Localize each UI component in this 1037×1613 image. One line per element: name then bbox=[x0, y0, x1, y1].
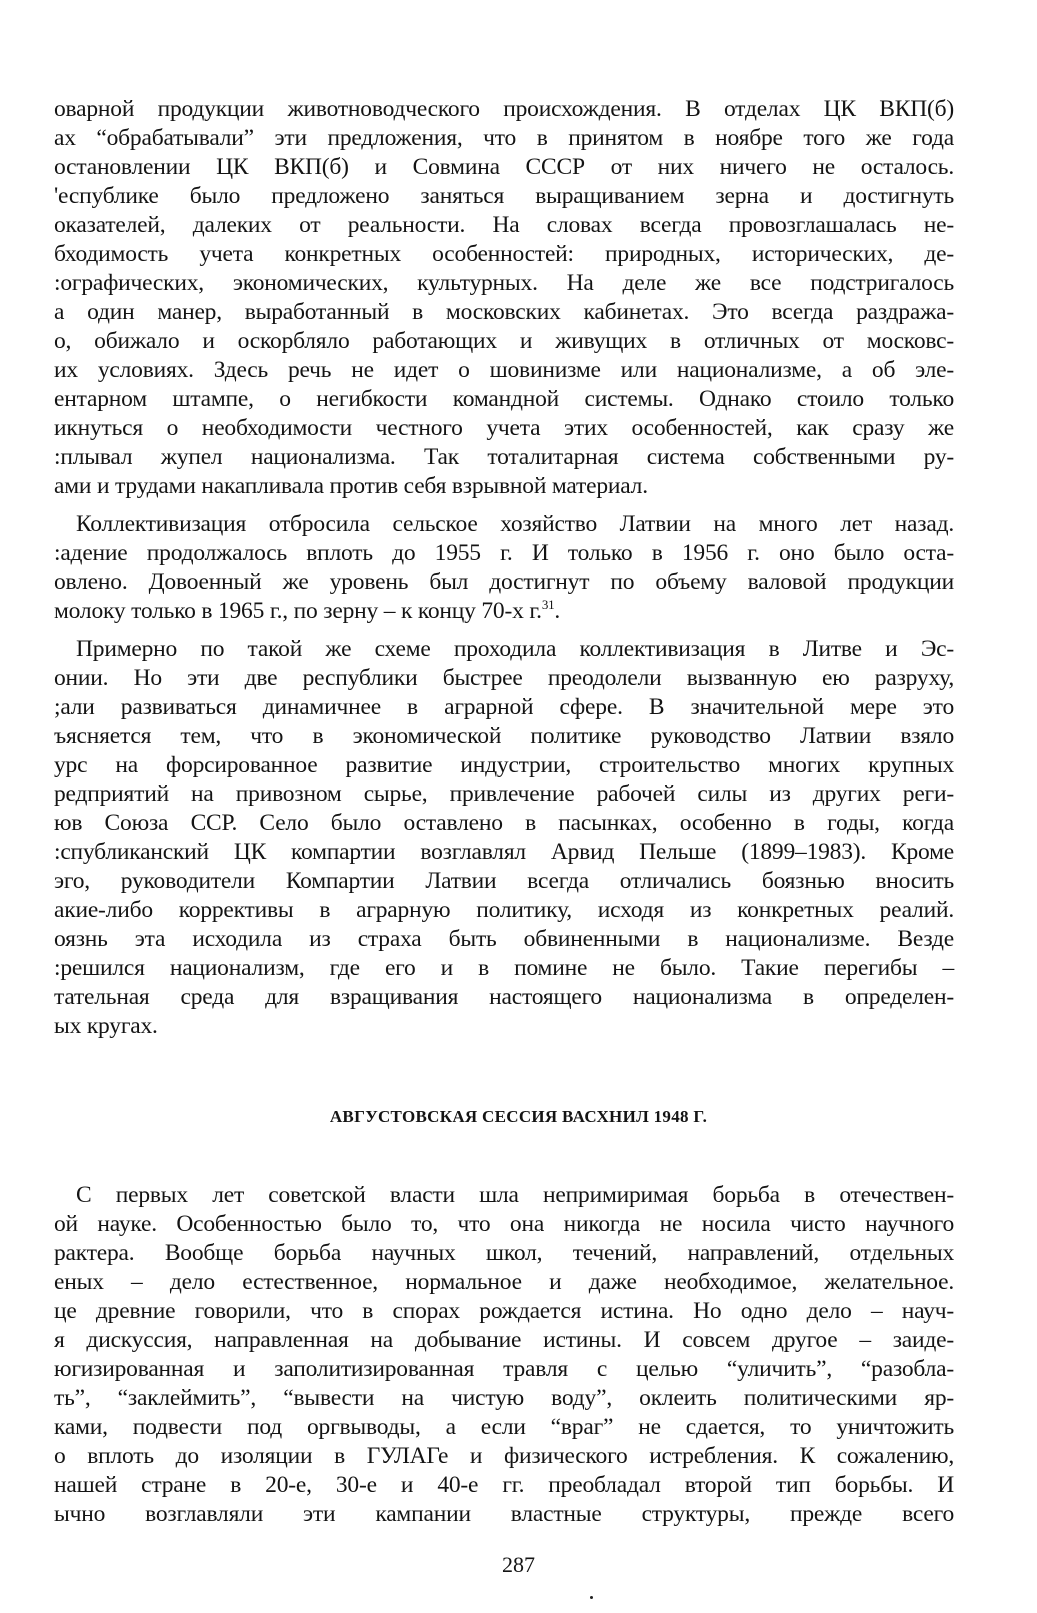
text-line: ами и трудами накапливала против себя взрывной материал. bbox=[54, 473, 648, 499]
text-line: :спубликанский ЦК компартии возглавлял Арвид Пельше (1899–1983). Кроме bbox=[54, 839, 954, 865]
text-line: С первых лет советской власти шла непримиримая борьба в отечествен- bbox=[76, 1182, 954, 1208]
text-line: овлено. Довоенный же уровень был достигнут по объему валовой продукции bbox=[54, 569, 954, 595]
text-line: оварной продукции животноводческого происхождения. В отделах ЦК ВКП(б) bbox=[54, 96, 954, 122]
text-line: юв Союза ССР. Село было оставлено в пасынках, особенно в годы, когда bbox=[54, 810, 954, 836]
text-line: эго, руководители Компартии Латвии всегда отличались боязнью вносить bbox=[54, 868, 954, 894]
text-line: рактера. Вообще борьба научных школ, течений, направлений, отдельных bbox=[54, 1240, 954, 1266]
text-line: :адение продолжалось вплоть до 1955 г. И только в 1956 г. оно было оста- bbox=[54, 540, 954, 566]
text-line: урс на форсированное развитие индустрии, строительство многих крупных bbox=[54, 752, 954, 778]
text-span: молоку только в 1965 г., по зерну – к концу 70-х г. bbox=[54, 598, 542, 624]
text-line: ых кругах. bbox=[54, 1013, 158, 1039]
text-line: югизированная и заполитизированная травля с целью “уличить”, “разобла- bbox=[54, 1356, 954, 1382]
text-line: ;али развиваться динамичнее в аграрной сфере. В значительной мере это bbox=[54, 694, 954, 720]
text-line: ах “обрабатывали” эти предложения, что в принятом в ноябре того же года bbox=[54, 125, 954, 151]
text-line: :плывал жупел национализма. Так тоталитарная система собственными ру- bbox=[54, 444, 954, 470]
text-line: оязнь эта исходила из страха быть обвиненными в национализме. Везде bbox=[54, 926, 954, 952]
text-line: а один манер, выработанный в московских кабинетах. Это всегда раздража- bbox=[54, 299, 954, 325]
text-line: ками, подвести под оргвыводы, а если “враг” не сдается, то уничтожить bbox=[54, 1414, 954, 1440]
text-line: Примерно по такой же схеме проходила коллективизация в Литве и Эс- bbox=[76, 636, 954, 662]
text-line: ъясняется тем, что в экономической политике руководство Латвии взяло bbox=[54, 723, 954, 749]
text-line: редприятий на привозном сырье, привлечение рабочей силы из других реги- bbox=[54, 781, 954, 807]
text-line: ть”, “заклеймить”, “вывести на чистую воду”, оклеить политическими яр- bbox=[54, 1385, 954, 1411]
text-line: о вплоть до изоляции в ГУЛАГе и физического истребления. К сожалению, bbox=[54, 1443, 954, 1469]
text-line: ой науке. Особенностью было то, что она никогда не носила чисто научного bbox=[54, 1211, 954, 1237]
page-number: 287 bbox=[502, 1552, 535, 1577]
text-line: :ографических, экономических, культурных. На деле же все подстригалось bbox=[54, 270, 954, 296]
text-line: Коллективизация отбросила сельское хозяйство Латвии на много лет назад. bbox=[76, 511, 954, 537]
text-line: их условиях. Здесь речь не идет о шовинизме или национализме, а об эле- bbox=[54, 357, 954, 383]
footnote-reference: 31 bbox=[541, 597, 555, 613]
text-line: нашей стране в 20-е, 30-е и 40-е гг. преобладал второй тип борьбы. И bbox=[54, 1472, 954, 1498]
section-heading: АВГУСТОВСКАЯ СЕССИЯ ВАСХНИЛ 1948 Г. bbox=[329, 1107, 708, 1126]
text-line: 'еспублике было предложено заняться выращиванием зерна и достигнуть bbox=[54, 183, 954, 209]
text-line: остановлении ЦК ВКП(б) и Совмина СССР от них ничего не осталось. bbox=[54, 154, 954, 180]
text-line: я дискуссия, направленная на добывание истины. И совсем другое – заиде- bbox=[54, 1327, 954, 1353]
text-line: тательная среда для взращивания настоящего национализма в определен- bbox=[54, 984, 954, 1010]
text-line: молоку только в 1965 г., по зерну – к концу 70-х г.$^{31}$. bbox=[54, 597, 561, 624]
text-line: оказателей, далеких от реальности. На словах всегда провозглашалась не- bbox=[54, 212, 954, 238]
text-line: ентарном штампе, о негибкости командной системы. Однако стоило только bbox=[54, 386, 954, 412]
text-line: бходимость учета конкретных особенностей: природных, исторических, де- bbox=[54, 241, 954, 267]
text-line: акие-либо коррективы в аграрную политику, исходя из конкретных реалий. bbox=[54, 897, 954, 923]
scan-speck bbox=[590, 1596, 593, 1599]
text-line: еных – дело естественное, нормальное и даже необходимое, желательное. bbox=[54, 1269, 954, 1295]
text-line: о, обижало и оскорбляло работающих и живущих в отличных от московс- bbox=[54, 328, 954, 354]
text-line: онии. Но эти две республики быстрее преодолели вызванную ею разруху, bbox=[54, 665, 954, 691]
text-line: :решился национализм, где его и в помине не было. Такие перегибы – bbox=[54, 955, 954, 981]
text-line: це древние говорили, что в спорах рождается истина. Но одно дело – науч- bbox=[54, 1298, 954, 1324]
text-line: икнуться о необходимости честного учета этих особенностей, как сразу же bbox=[54, 415, 954, 441]
text-line: ычно возглавляли эти кампании властные структуры, прежде всего bbox=[54, 1501, 954, 1527]
